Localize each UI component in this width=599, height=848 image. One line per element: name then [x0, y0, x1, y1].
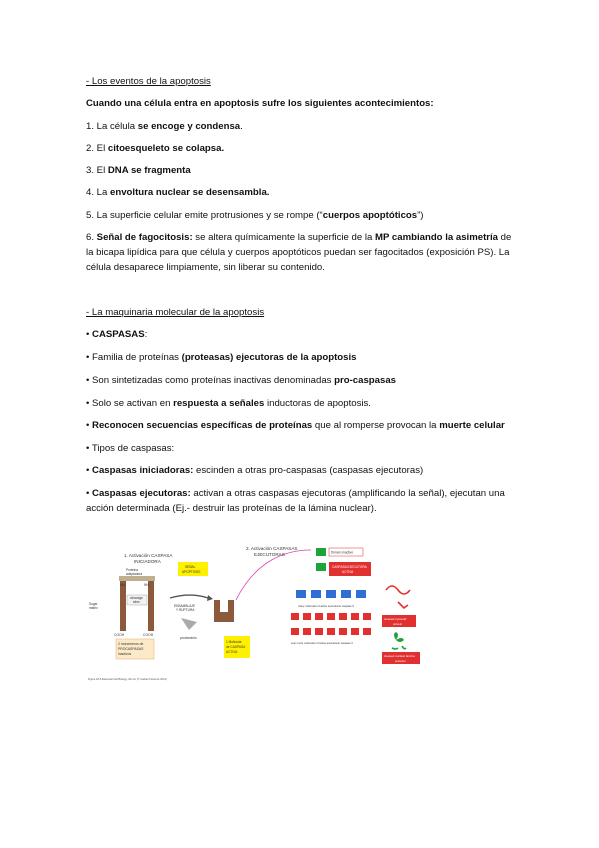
- intro-line: Cuando una célula entra en apoptosis sufre los siguientes acontecimientos:: [86, 98, 434, 109]
- exec-red-2: [303, 613, 311, 620]
- exec-red-4: [327, 613, 335, 620]
- membrane-bar: [119, 576, 155, 581]
- fig-dimero: Dímero inactivo: [331, 550, 354, 555]
- exec-red-10: [315, 628, 323, 635]
- event-item-4: 4. La envoltura nuclear se desensambla.: [86, 187, 270, 198]
- fig-nh2-left: NH₂: [120, 583, 127, 587]
- fig-title-initiator-2: INICIADORA: [134, 559, 161, 564]
- dimer-active-shape: [316, 563, 326, 571]
- fig-apoptosis: APOPTOSIS: [182, 570, 201, 574]
- event-item-5: 5. La superficie celular emite protrusiones y se rompe (“cuerpos apoptóticos”): [86, 210, 424, 221]
- fig-molecula2: de CASPASA: [226, 645, 246, 649]
- bullet-tipos: • Tipos de caspasas:: [86, 443, 175, 454]
- exec-red-13: [351, 628, 359, 635]
- bullet-reconocen: • Reconocen secuencias específicas de proteínas que al romperse provocan la muerte celular: [86, 420, 505, 431]
- bullet-activan: • Solo se activan en respuesta a señales inductoras de apoptosis.: [86, 398, 371, 409]
- fig-even-more: even more molecules of active executioner caspase 3: [291, 642, 353, 645]
- fig-activa: ACTIVA: [226, 650, 238, 654]
- exec-red-3: [315, 613, 323, 620]
- exec-blue-2: [311, 590, 321, 598]
- fig-cleavage-label: cleavage: [130, 596, 143, 600]
- fig-procaspasas: PROCASPASAS: [118, 647, 144, 651]
- fig-lamin2: proteins: [395, 659, 406, 663]
- fig-lamin1: cleaved nuclear lamina: [384, 654, 415, 658]
- caspase-activation-figure: [86, 540, 446, 685]
- section-heading-machinery: - La maquinaria molecular de la apoptosis: [86, 307, 265, 318]
- exec-red-6: [351, 613, 359, 620]
- bullet-ejecutoras: • Caspasas ejecutoras: activan a otras caspasas ejecutoras (amplificando la señal), ejecutan una acción determinada (Ej.- destruir las proteínas de la lámina nuclear).: [86, 488, 505, 514]
- exec-blue-5: [356, 590, 366, 598]
- fig-ejec1: CASPASA EJECUTORA: [332, 565, 367, 569]
- fig-adaptor-label: adaptadora: [126, 572, 143, 576]
- fig-many-molecules: many molecules of active executioner caspase 9: [298, 605, 354, 608]
- fig-sites-label: sites: [133, 600, 140, 604]
- exec-red-12: [339, 628, 347, 635]
- exec-red-11: [327, 628, 335, 635]
- fig-senal: SEÑAL: [185, 565, 196, 569]
- event-item-2: 2. El citoesqueleto se colapsa.: [86, 143, 225, 154]
- fig-cooh-left: COOH: [114, 633, 125, 637]
- exec-red-8: [291, 628, 299, 635]
- exec-red-1: [291, 613, 299, 620]
- fig-cleaved1: cleaved cytosolic: [384, 617, 407, 621]
- fig-inactivos: inactivos: [118, 652, 132, 656]
- fig-sugar-label: Sugar: [89, 602, 98, 606]
- event-item-1: 1. La célula se encoge y condensa.: [86, 121, 243, 132]
- fig-title-executioner-2: EJECUTORAS: [254, 552, 285, 557]
- exec-blue-4: [341, 590, 351, 598]
- exec-red-9: [303, 628, 311, 635]
- fig-ejec2: ACTIVA: [342, 570, 354, 574]
- fig-title-executioner: 2. Activación CASPASAS: [246, 546, 298, 551]
- event-item-3: 3. El DNA se fragmenta: [86, 165, 191, 176]
- bullet-caspasas: • CASPASAS:: [86, 329, 148, 340]
- fig-protein-label: Proteína: [126, 568, 139, 572]
- procaspase-right: [148, 581, 154, 631]
- exec-red-5: [339, 613, 347, 620]
- exec-red-14: [363, 628, 371, 635]
- event-item-6: 6. Señal de fagocitosis: se altera químicamente la superficie de la MP cambiando la asimetría de la bicapa lipídica para que célula y cuerpos apoptóticos puedan ser fagocitados (exposición PS). La célula desaparece limpiamente, sin liberar su contenido.: [86, 232, 512, 273]
- fig-molecula1: 1 Molécula: [226, 640, 242, 644]
- exec-red-7: [363, 613, 371, 620]
- exec-blue-1: [296, 590, 306, 598]
- procaspase-left: [120, 581, 126, 631]
- section-heading-events: - Los eventos de la apoptosis: [86, 76, 211, 87]
- fig-monomeros: 2 monómeros de: [118, 642, 144, 646]
- fig-matrix-label: matrix: [89, 606, 98, 610]
- bullet-iniciadoras: • Caspasas iniciadoras: escinden a otras pro-caspasas (caspasas ejecutoras): [86, 465, 424, 476]
- fig-cooh-right: COOH: [143, 633, 154, 637]
- fig-caption: Figure 18-5 Essential Cell Biology, 4th ed. (© Garland Science 2014): [88, 678, 167, 681]
- fig-ruptura: Y RUPTURA: [176, 608, 195, 612]
- dimer-inactive-shape: [316, 548, 326, 556]
- exec-blue-3: [326, 590, 336, 598]
- fig-prodominio: prodominio: [180, 636, 197, 640]
- bullet-sintetizadas: • Son sintetizadas como proteínas inactivas denominadas pro-caspasas: [86, 375, 397, 386]
- fig-nh2-right: NH₂: [144, 583, 151, 587]
- bullet-familia: • Familia de proteínas (proteasas) ejecutoras de la apoptosis: [86, 352, 357, 363]
- fig-title-initiator: 1. Activación CASPASA: [124, 553, 173, 558]
- fig-ensamblaje: ENSAMBLAJE: [174, 604, 196, 608]
- fig-cleaved2: protein: [393, 622, 403, 626]
